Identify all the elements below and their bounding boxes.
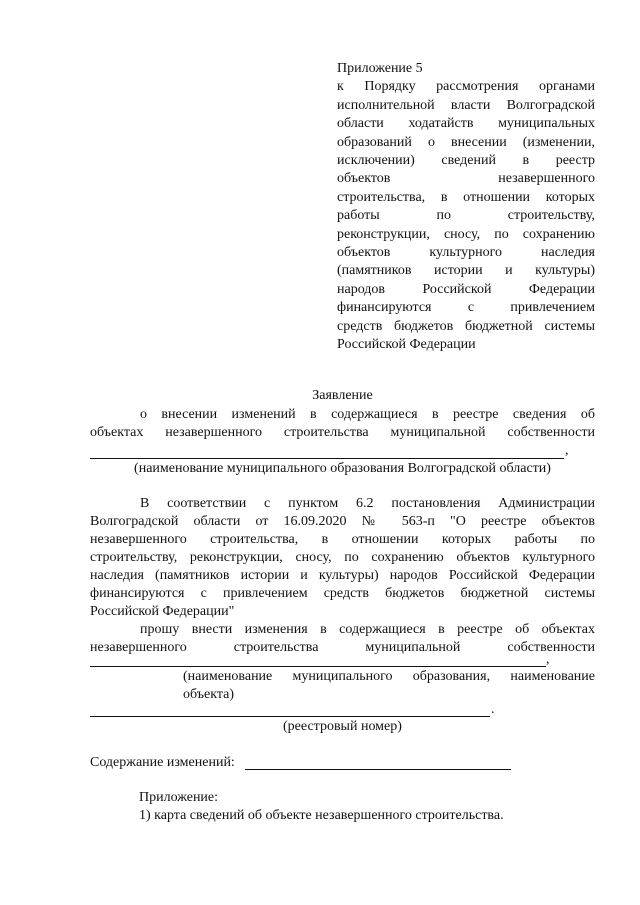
paragraph-line: строительству, реконструкции, сносу, по сохранению объектов культурного [90, 550, 595, 565]
appendix-line: работы по строительству, [337, 208, 595, 224]
appendix-line: объектов незавершенного [337, 171, 595, 187]
appendix-block [337, 60, 595, 355]
request-line: прошу внести изменения в содержащиеся в реестре об объектах [140, 622, 595, 637]
registry-fill-line[interactable] [90, 716, 490, 717]
municipality-fill-line[interactable] [90, 458, 564, 459]
paragraph-line: В соответствии с пунктом 6.2 постановления Администрации [140, 496, 595, 511]
registry-caption: (реестровый номер) [283, 719, 402, 734]
appendix-title: Приложение 5 [337, 61, 423, 76]
appendix-line: образований о внесении (изменении, [337, 134, 595, 150]
appendix-line: (памятников истории и культуры) [337, 263, 595, 279]
object-caption-line: (наименование муниципального образования, наименование [183, 669, 595, 684]
statement-subheading-line: о внесении изменений в содержащиеся в реестре сведения об [140, 407, 595, 422]
registry-line-period: . [491, 702, 495, 717]
object-fill-line[interactable] [90, 666, 546, 667]
changes-fill-line[interactable] [245, 769, 511, 770]
object-line-comma: , [546, 652, 550, 667]
appendix-line: области ходатайств муниципальных [337, 116, 595, 132]
appendix-line: исполнительной власти Волгоградской [337, 97, 595, 113]
paragraph-line: финансируются с привлечением средств бюджетов бюджетной системы [90, 586, 595, 601]
appendix-line: строительства, в отношении которых [337, 189, 595, 205]
paragraph-line: наследия (памятников истории и культуры) народов Российской Федерации [90, 568, 595, 583]
appendix-line: исключении) сведений в реестр [337, 153, 595, 169]
request-line: незавершенного строительства муниципальной собственности [90, 640, 595, 655]
appendix-line: средств бюджетов бюджетной системы [337, 318, 595, 334]
appendix-line: Российской Федерации [337, 337, 476, 353]
object-caption-line: объекта) [183, 687, 235, 702]
statement-heading: Заявление [312, 388, 373, 403]
appendix-line: к Порядку рассмотрения органами [337, 79, 595, 95]
paragraph-line: незавершенного строительства, в отношении которых работы по [90, 532, 595, 547]
attachment-label: Приложение: [139, 790, 219, 805]
municipality-caption: (наименование муниципального образования Волгоградской области) [134, 461, 551, 476]
statement-subheading-line: объектах незавершенного строительства муниципальной собственности [90, 425, 595, 440]
appendix-line: реконструкции, сносу, по сохранению [337, 226, 595, 242]
changes-label: Содержание изменений: [90, 755, 235, 770]
appendix-line: объектов культурного наследия [337, 245, 595, 261]
municipality-line-comma: , [565, 443, 569, 458]
paragraph-line: Российской Федерации" [90, 604, 235, 619]
appendix-line: финансируются с привлечением [337, 300, 595, 316]
paragraph-line: Волгоградской области от 16.09.2020 № 563-п "О реестре объектов [90, 514, 595, 529]
appendix-line: народов Российской Федерации [337, 281, 595, 297]
attachment-item: 1) карта сведений об объекте незавершенного строительства. [139, 808, 504, 823]
